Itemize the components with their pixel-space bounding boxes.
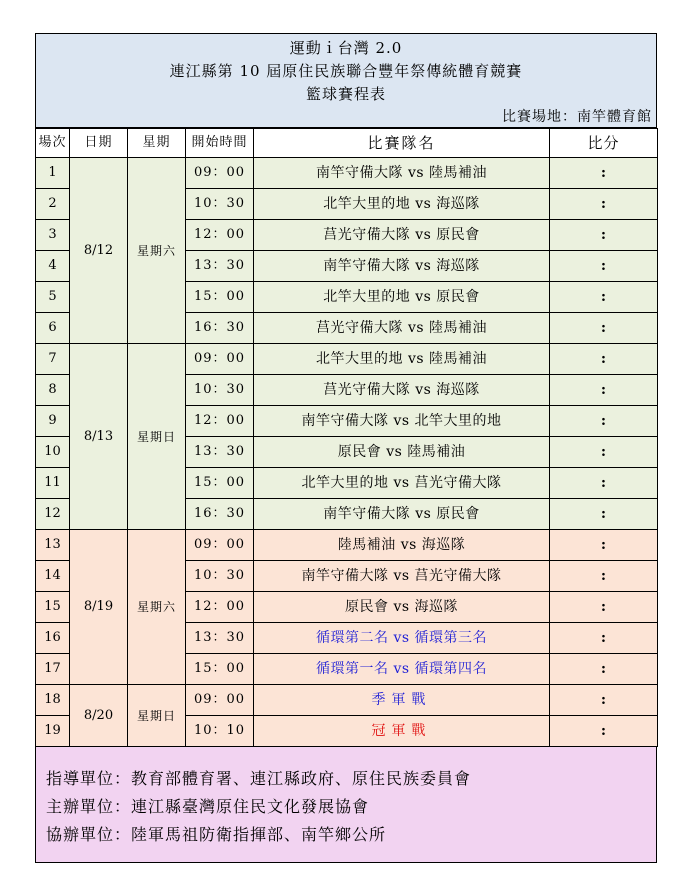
match-teams bbox=[254, 530, 550, 561]
vs-label: vs bbox=[400, 537, 417, 553]
away-team: 莒光守備大隊 bbox=[414, 475, 502, 491]
match-score: : bbox=[550, 158, 658, 189]
match-number: 1 bbox=[36, 158, 70, 189]
table-row bbox=[36, 685, 658, 716]
col-header-date: 日期 bbox=[70, 129, 128, 158]
organizers-footer bbox=[35, 747, 657, 863]
col-header-weekday: 星期 bbox=[128, 129, 186, 158]
match-number: 13 bbox=[36, 530, 70, 561]
match-number: 11 bbox=[36, 468, 70, 499]
match-date: 8/12 bbox=[70, 158, 128, 344]
vs-label: vs bbox=[393, 475, 410, 491]
match-score: : bbox=[550, 468, 658, 499]
match-number: 2 bbox=[36, 189, 70, 220]
col-header-teams: 比賽隊名 bbox=[254, 129, 550, 158]
match-teams bbox=[254, 685, 550, 716]
match-teams bbox=[254, 406, 550, 437]
match-date: 8/20 bbox=[70, 685, 128, 747]
match-teams bbox=[254, 499, 550, 530]
schedule-table bbox=[35, 128, 658, 747]
match-score: : bbox=[550, 623, 658, 654]
home-team: 莒光守備大隊 bbox=[316, 320, 403, 336]
away-team: 循環第四名 bbox=[414, 661, 487, 677]
match-teams bbox=[254, 189, 550, 220]
schedule-header bbox=[35, 33, 657, 128]
match-teams bbox=[254, 158, 550, 189]
away-team: 循環第三名 bbox=[414, 630, 487, 646]
third-place-match: 季軍戰 bbox=[371, 692, 432, 708]
match-score: : bbox=[550, 561, 658, 592]
match-time: 09：00 bbox=[186, 344, 254, 375]
competition-title: 連江縣第 10 屆原住民族聯合豐年祭傳統體育競賽 bbox=[169, 62, 523, 80]
schedule-title: 籃球賽程表 bbox=[305, 85, 386, 103]
vs-label: vs bbox=[407, 165, 425, 181]
match-time: 12：00 bbox=[186, 592, 254, 623]
match-number: 12 bbox=[36, 499, 70, 530]
away-team: 陸馬補油 bbox=[429, 165, 487, 181]
match-teams bbox=[254, 282, 550, 313]
match-score: : bbox=[550, 375, 658, 406]
away-team: 北竿大里的地 bbox=[414, 413, 502, 429]
match-time: 12：00 bbox=[186, 406, 254, 437]
co-organizer-units: 協辦單位：陸軍馬祖防衛指揮部、南竿鄉公所 bbox=[46, 825, 387, 844]
match-time: 15：00 bbox=[186, 282, 254, 313]
home-team: 北竿大里的地 bbox=[316, 351, 403, 367]
match-score: : bbox=[550, 654, 658, 685]
away-team: 莒光守備大隊 bbox=[414, 568, 502, 584]
away-team: 原民會 bbox=[436, 506, 480, 522]
match-time: 10：30 bbox=[186, 375, 254, 406]
table-row bbox=[36, 344, 658, 375]
home-team: 南竿守備大隊 bbox=[301, 568, 389, 584]
vs-label: vs bbox=[415, 196, 432, 212]
match-date: 8/19 bbox=[70, 530, 128, 685]
match-teams bbox=[254, 468, 550, 499]
vs-label: vs bbox=[415, 289, 432, 305]
away-team: 海巡隊 bbox=[436, 382, 480, 398]
match-score: : bbox=[550, 499, 658, 530]
match-teams bbox=[254, 251, 550, 282]
match-weekday: 星期六 bbox=[128, 530, 186, 685]
vs-label: vs bbox=[386, 444, 403, 460]
match-score: : bbox=[550, 251, 658, 282]
match-number: 17 bbox=[36, 654, 70, 685]
table-row bbox=[36, 158, 658, 189]
away-team: 海巡隊 bbox=[414, 599, 458, 615]
match-time: 09：00 bbox=[186, 530, 254, 561]
home-team: 莒光守備大隊 bbox=[323, 382, 411, 398]
match-score: : bbox=[550, 313, 658, 344]
match-weekday: 星期日 bbox=[128, 344, 186, 530]
match-number: 10 bbox=[36, 437, 70, 468]
match-score: : bbox=[550, 592, 658, 623]
match-time: 10：30 bbox=[186, 189, 254, 220]
vs-label: vs bbox=[415, 227, 432, 243]
match-teams bbox=[254, 623, 550, 654]
match-number: 5 bbox=[36, 282, 70, 313]
organizer-unit: 主辦單位：連江縣臺灣原住民文化發展協會 bbox=[46, 797, 370, 816]
match-teams bbox=[254, 375, 550, 406]
away-team: 原民會 bbox=[436, 289, 480, 305]
event-title: 運動ｉ台灣 2.0 bbox=[289, 39, 403, 57]
home-team: 北竿大里的地 bbox=[301, 475, 389, 491]
home-team: 循環第二名 bbox=[316, 630, 389, 646]
match-number: 15 bbox=[36, 592, 70, 623]
match-time: 09：00 bbox=[186, 158, 254, 189]
away-team: 陸馬補油 bbox=[407, 444, 466, 460]
vs-label: vs bbox=[393, 599, 410, 615]
match-number: 3 bbox=[36, 220, 70, 251]
match-time: 09：00 bbox=[186, 685, 254, 716]
match-weekday: 星期六 bbox=[128, 158, 186, 344]
col-header-score: 比分 bbox=[550, 129, 658, 158]
home-team: 南竿守備大隊 bbox=[301, 413, 389, 429]
match-score: : bbox=[550, 716, 658, 747]
match-number: 16 bbox=[36, 623, 70, 654]
vs-label: vs bbox=[407, 320, 425, 336]
match-number: 4 bbox=[36, 251, 70, 282]
vs-label: vs bbox=[415, 382, 432, 398]
match-teams bbox=[254, 654, 550, 685]
match-number: 8 bbox=[36, 375, 70, 406]
match-number: 18 bbox=[36, 685, 70, 716]
match-time: 13：30 bbox=[186, 251, 254, 282]
vs-label: vs bbox=[407, 351, 425, 367]
table-header-row bbox=[36, 129, 658, 158]
vs-label: vs bbox=[393, 568, 410, 584]
vs-label: vs bbox=[415, 506, 432, 522]
home-team: 原民會 bbox=[337, 444, 382, 460]
home-team: 陸馬補油 bbox=[337, 537, 396, 553]
match-date: 8/13 bbox=[70, 344, 128, 530]
match-number: 7 bbox=[36, 344, 70, 375]
vs-label: vs bbox=[393, 630, 410, 646]
home-team: 莒光守備大隊 bbox=[323, 227, 411, 243]
match-time: 13：30 bbox=[186, 623, 254, 654]
match-time: 10：10 bbox=[186, 716, 254, 747]
match-score: : bbox=[550, 220, 658, 251]
match-score: : bbox=[550, 437, 658, 468]
match-time: 16：30 bbox=[186, 313, 254, 344]
table-row bbox=[36, 530, 658, 561]
match-weekday: 星期日 bbox=[128, 685, 186, 747]
match-number: 19 bbox=[36, 716, 70, 747]
match-score: : bbox=[550, 685, 658, 716]
match-score: : bbox=[550, 189, 658, 220]
match-teams bbox=[254, 313, 550, 344]
guidance-units: 指導單位：教育部體育署、連江縣政府、原住民族委員會 bbox=[46, 769, 472, 788]
schedule-document bbox=[35, 33, 657, 863]
away-team: 海巡隊 bbox=[436, 258, 480, 274]
match-number: 9 bbox=[36, 406, 70, 437]
home-team: 南竿守備大隊 bbox=[316, 165, 403, 181]
away-team: 原民會 bbox=[436, 227, 480, 243]
col-header-number: 場次 bbox=[36, 129, 70, 158]
home-team: 北竿大里的地 bbox=[323, 289, 411, 305]
away-team: 陸馬補油 bbox=[429, 351, 487, 367]
col-header-time: 開始時間 bbox=[186, 129, 254, 158]
home-team: 北竿大里的地 bbox=[323, 196, 411, 212]
match-number: 6 bbox=[36, 313, 70, 344]
match-time: 13：30 bbox=[186, 437, 254, 468]
match-teams bbox=[254, 716, 550, 747]
final-match: 冠軍戰 bbox=[371, 723, 432, 739]
match-score: : bbox=[550, 282, 658, 313]
match-score: : bbox=[550, 344, 658, 375]
match-teams bbox=[254, 561, 550, 592]
home-team: 南竿守備大隊 bbox=[323, 258, 411, 274]
match-time: 10：30 bbox=[186, 561, 254, 592]
vs-label: vs bbox=[415, 258, 432, 274]
match-time: 15：00 bbox=[186, 468, 254, 499]
match-time: 16：30 bbox=[186, 499, 254, 530]
match-score: : bbox=[550, 406, 658, 437]
venue-label: 比賽場地：南竿體育館 bbox=[502, 109, 652, 125]
match-score: : bbox=[550, 530, 658, 561]
away-team: 海巡隊 bbox=[421, 537, 466, 553]
away-team: 陸馬補油 bbox=[429, 320, 487, 336]
match-teams bbox=[254, 344, 550, 375]
home-team: 原民會 bbox=[345, 599, 389, 615]
vs-label: vs bbox=[393, 661, 410, 677]
match-number: 14 bbox=[36, 561, 70, 592]
away-team: 海巡隊 bbox=[436, 196, 480, 212]
home-team: 南竿守備大隊 bbox=[323, 506, 411, 522]
match-time: 15：00 bbox=[186, 654, 254, 685]
home-team: 循環第一名 bbox=[316, 661, 389, 677]
vs-label: vs bbox=[393, 413, 410, 429]
match-time: 12：00 bbox=[186, 220, 254, 251]
match-teams bbox=[254, 592, 550, 623]
match-teams bbox=[254, 220, 550, 251]
match-teams bbox=[254, 437, 550, 468]
